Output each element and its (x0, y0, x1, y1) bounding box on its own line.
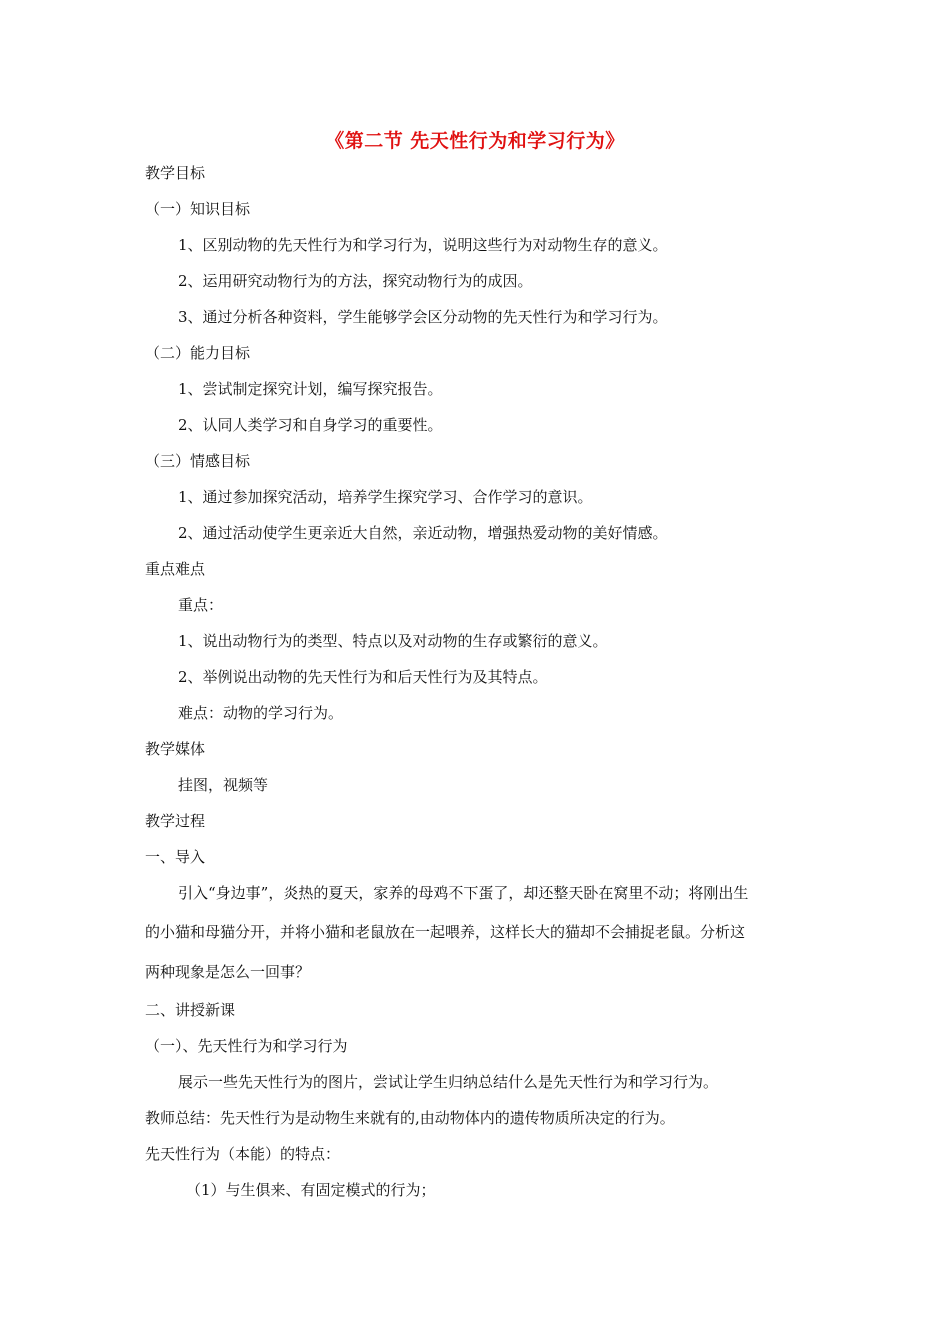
heading-key-points: 重点难点 (145, 560, 206, 578)
subheading-emotion-goals: （三）情感目标 (145, 452, 251, 470)
paragraph-line: 先天性行为（本能）的特点： (145, 1145, 341, 1163)
paragraph-line: 2、通过活动使学生更亲近大自然，亲近动物，增强热爱动物的美好情感。 (178, 524, 668, 542)
subheading-innate-and-learned: （一）、先天性行为和学习行为 (145, 1037, 348, 1055)
paragraph-line: 展示一些先天性行为的图片，尝试让学生归纳总结什么是先天性行为和学习行为。 (178, 1073, 719, 1091)
heading-teaching-process: 教学过程 (145, 812, 206, 830)
paragraph-line: 重点： (178, 596, 224, 614)
heading-teaching-media: 教学媒体 (145, 740, 206, 758)
paragraph-line: 1、说出动物行为的类型、特点以及对动物的生存或繁衍的意义。 (178, 632, 608, 650)
paragraph-line: 2、认同人类学习和自身学习的重要性。 (178, 416, 443, 434)
paragraph-line: 挂图，视频等 (178, 776, 269, 794)
subheading-new-lesson: 二、讲授新课 (145, 1001, 236, 1019)
paragraph-line: （1）与生俱来、有固定模式的行为； (186, 1181, 436, 1199)
paragraph-line: 两种现象是怎么一回事？ (145, 963, 311, 981)
subheading-introduction: 一、导入 (145, 848, 206, 866)
paragraph-line: 的小猫和母猫分开，并将小猫和老鼠放在一起喂养，这样长大的猫却不会捕捉老鼠。分析这 (145, 923, 746, 941)
paragraph-line: 1、区别动物的先天性行为和学习行为，说明这些行为对动物生存的意义。 (178, 236, 668, 254)
paragraph-line: 难点：动物的学习行为。 (178, 704, 344, 722)
subheading-ability-goals: （二）能力目标 (145, 344, 251, 362)
paragraph-line: 1、尝试制定探究计划，编写探究报告。 (178, 380, 443, 398)
paragraph-line: 3、通过分析各种资料，学生能够学会区分动物的先天性行为和学习行为。 (178, 308, 668, 326)
paragraph-line: 2、运用研究动物行为的方法，探究动物行为的成因。 (178, 272, 533, 290)
heading-teaching-goals: 教学目标 (145, 164, 206, 182)
paragraph-line: 2、举例说出动物的先天性行为和后天性行为及其特点。 (178, 668, 548, 686)
paragraph-line: 引入“身边事”，炎热的夏天，家养的母鸡不下蛋了，却还整天卧在窝里不动；将刚出生 (178, 884, 749, 902)
paragraph-line: 1、通过参加探究活动，培养学生探究学习、合作学习的意识。 (178, 488, 593, 506)
document-title: 《第二节 先天性行为和学习行为》 (325, 130, 625, 152)
subheading-knowledge-goals: （一）知识目标 (145, 200, 251, 218)
paragraph-line: 教师总结：先天性行为是动物生来就有的,由动物体内的遗传物质所决定的行为。 (145, 1109, 675, 1127)
